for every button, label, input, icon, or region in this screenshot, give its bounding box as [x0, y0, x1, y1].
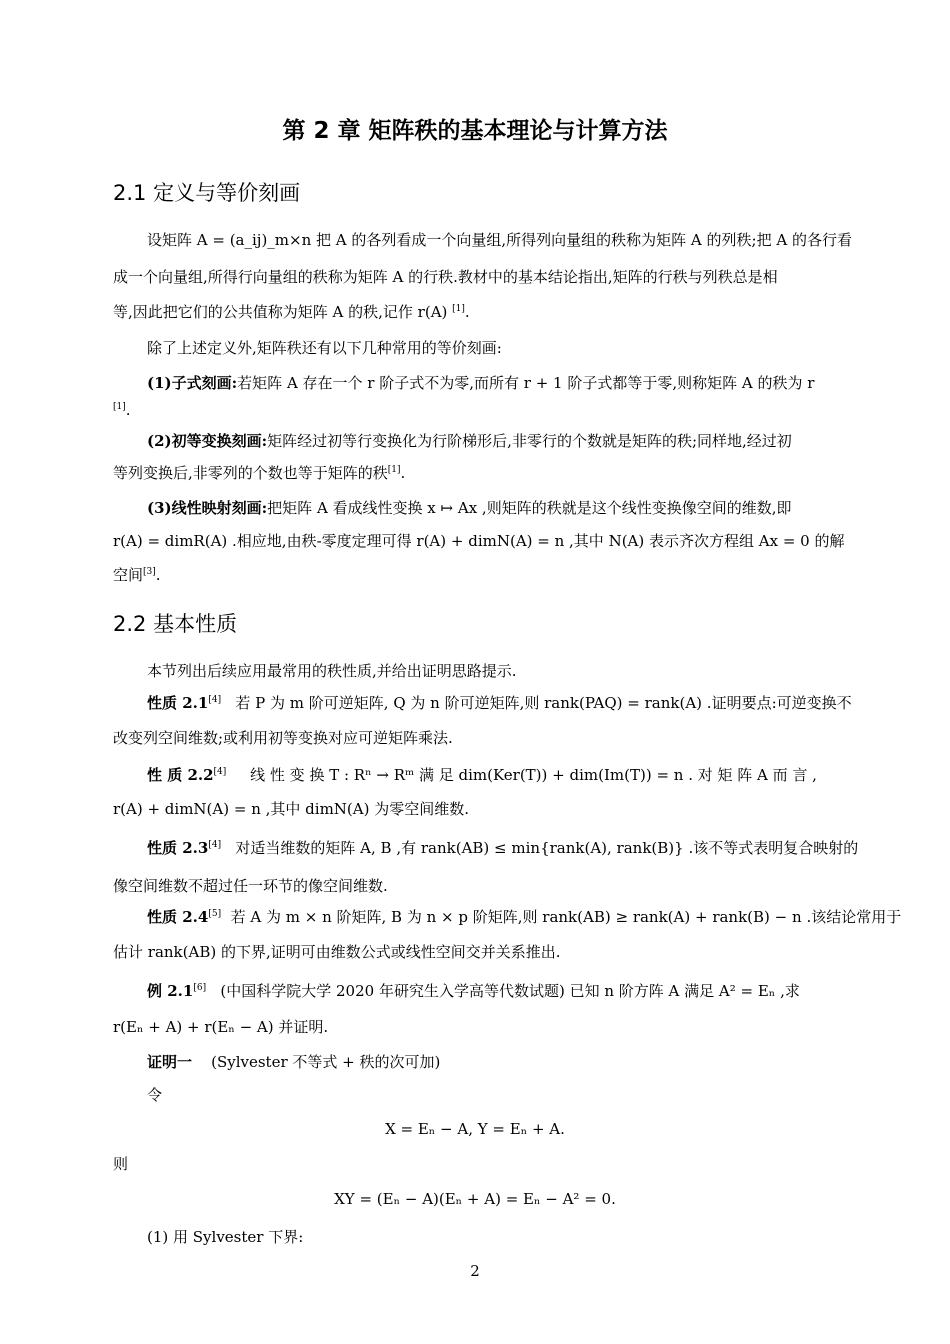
- properties-intro: 本节列出后续应用最常用的秩性质,并给出证明思路提示.: [147, 662, 517, 680]
- definition-line-2: 成一个向量组,所得行向量组的秩称为矩阵 A 的行秩.教材中的基本结论指出,矩阵的行秩与列秩总是相: [113, 268, 778, 286]
- citation-ref: [4]: [213, 767, 227, 777]
- chapter-title: 第 2 章 矩阵秩的基本理论与计算方法: [282, 118, 668, 144]
- property-heading: 性质 2.1: [147, 694, 209, 712]
- citation-ref: [6]: [193, 983, 207, 993]
- equation-xy-product: XY = (Eₙ − A)(Eₙ + A) = Eₙ − A² = 0.: [334, 1190, 616, 1208]
- citation-ref: [5]: [208, 909, 222, 919]
- property-2-2-line-2: r(A) + dimN(A) = n ,其中 dimN(A) 为零空间维数.: [113, 800, 469, 818]
- definition-line-3: 等,因此把它们的公共值称为矩阵 A 的秩,记作 r(A) [1].: [113, 303, 470, 321]
- criterion-linear-map-line-3: 空间[3].: [113, 566, 161, 584]
- example-heading: 例 2.1: [147, 982, 194, 1000]
- property-2-4-line-2: 估计 rank(AB) 的下界,证明可由维数公式或线性空间交并关系推出.: [113, 943, 561, 961]
- criterion-linear-map: (3)线性映射刻画:把矩阵 A 看成线性变换 x ↦ Ax ,则矩阵的秩就是这个线性变换像空间的维数,即: [147, 499, 792, 517]
- definition-line-1: 设矩阵 A = (a_ij)_m×n 把 A 的各列看成一个向量组,所得列向量组的秩称为矩阵 A 的列秩;把 A 的各行看: [147, 231, 852, 249]
- citation-ref: [1]: [452, 304, 465, 314]
- criterion-minor-ref: [1].: [113, 401, 131, 419]
- property-2-3: 性质 2.3[4] 对适当维数的矩阵 A, B ,有 rank(AB) ≤ min{rank(A), rank(B)} .该不等式表明复合映射的: [147, 839, 859, 857]
- criterion-elementary-line-2: 等列变换后,非零列的个数也等于矩阵的秩[1].: [113, 464, 406, 482]
- section-heading-2-1: 2.1 定义与等价刻画: [113, 181, 301, 205]
- example-2-1: 例 2.1[6] (中国科学院大学 2020 年研究生入学高等代数试题) 已知 n 阶方阵 A 满足 A² = Eₙ ,求: [147, 982, 800, 1000]
- example-2-1-line-2: r(Eₙ + A) + r(Eₙ − A) 并证明.: [113, 1018, 329, 1036]
- citation-ref: [1]: [113, 402, 126, 412]
- proof-one-heading: 证明一 (Sylvester 不等式 + 秩的次可加): [147, 1053, 441, 1071]
- equivalence-intro: 除了上述定义外,矩阵秩还有以下几种常用的等价刻画:: [147, 339, 502, 357]
- property-heading: 性质 2.3: [147, 839, 209, 857]
- property-heading: 性 质 2.2: [147, 766, 214, 784]
- property-2-1-line-2: 改变列空间维数;或利用初等变换对应可逆矩阵乘法.: [113, 729, 453, 747]
- property-2-4: 性质 2.4[5] 若 A 为 m × n 阶矩阵, B 为 n × p 阶矩阵,则 rank(AB) ≥ rank(A) + rank(B) − n .该结论常用于: [147, 908, 902, 926]
- property-2-2: 性 质 2.2[4] 线 性 变 换 T : Rⁿ → Rᵐ 满 足 dim(Ker(T)) + dim(Im(T)) = n . 对 矩 阵 A 而 言 ,: [147, 766, 817, 784]
- section-heading-2-2: 2.2 基本性质: [113, 612, 238, 636]
- criterion-linear-map-line-2: r(A) = dimR(A) .相应地,由秩-零度定理可得 r(A) + dimN(A) = n ,其中 N(A) 表示齐次方程组 Ax = 0 的解: [113, 532, 845, 550]
- equation-xy-definition: X = Eₙ − A, Y = Eₙ + A.: [385, 1120, 565, 1138]
- criterion-elementary: (2)初等变换刻画:矩阵经过初等行变换化为行阶梯形后,非零行的个数就是矩阵的秩;同样地,经过初: [147, 432, 792, 450]
- criterion-heading: (1)子式刻画:: [147, 374, 238, 392]
- citation-ref: [3]: [143, 567, 156, 577]
- citation-ref: [4]: [208, 840, 222, 850]
- criterion-heading: (3)线性映射刻画:: [147, 499, 268, 517]
- property-2-1: 性质 2.1[4] 若 P 为 m 阶可逆矩阵, Q 为 n 阶可逆矩阵,则 rank(PAQ) = rank(A) .证明要点:可逆变换不: [147, 694, 852, 712]
- proof-heading: 证明一: [147, 1053, 193, 1071]
- property-2-3-line-2: 像空间维数不超过任一环节的像空间维数.: [113, 877, 388, 895]
- criterion-heading: (2)初等变换刻画:: [147, 432, 268, 450]
- page-number: 2: [470, 1262, 480, 1280]
- proof-let: 令: [147, 1086, 163, 1104]
- proof-then: 则: [113, 1155, 129, 1173]
- proof-step-1: (1) 用 Sylvester 下界:: [147, 1228, 304, 1246]
- property-heading: 性质 2.4: [147, 908, 209, 926]
- criterion-minor: (1)子式刻画:若矩阵 A 存在一个 r 阶子式不为零,而所有 r + 1 阶子式都等于零,则称矩阵 A 的秩为 r: [147, 374, 815, 392]
- citation-ref: [4]: [208, 695, 222, 705]
- citation-ref: [1]: [387, 465, 401, 475]
